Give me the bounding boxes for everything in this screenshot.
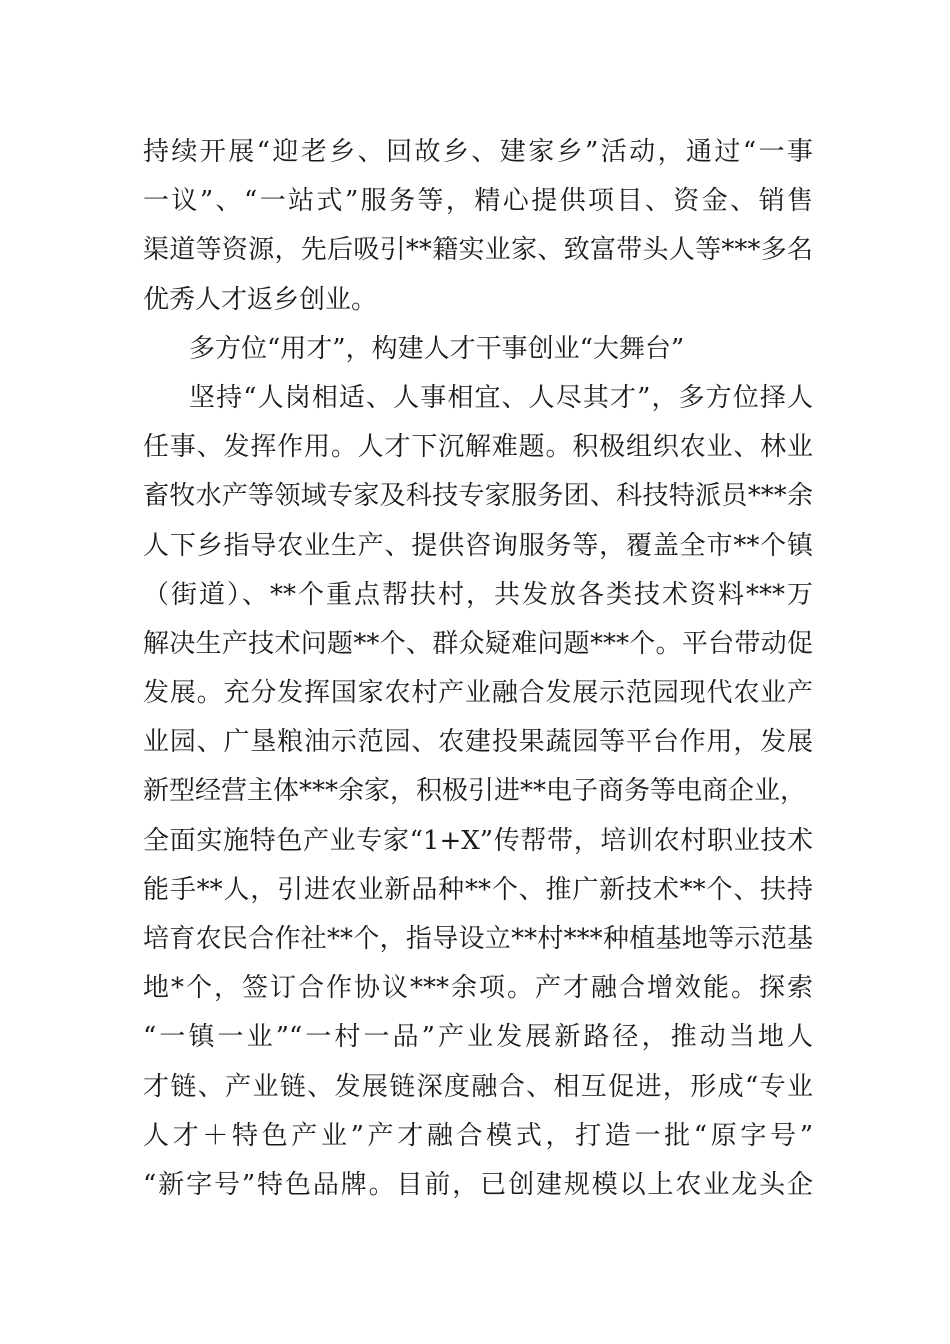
text-line: 才链、产业链、发展链深度融合、相互促进，形成“专业 xyxy=(143,1071,813,1102)
body-text xyxy=(143,128,813,1210)
text-line: 业园、广垦粮油示范园、农建投果蔬园等平台作用，发展 xyxy=(143,727,813,758)
text-line: 人才＋特色产业”产才融合模式，打造一批“原字号” xyxy=(143,1120,813,1151)
text-line: 发展。充分发挥国家农村产业融合发展示范园现代农业产 xyxy=(143,678,813,709)
text-line: 优秀人才返乡创业。 xyxy=(143,284,378,315)
text-line: 能手**人，引进农业新品种**个、推广新技术**个、扶持 xyxy=(143,874,813,905)
text-line: 人下乡指导农业生产、提供咨询服务等，覆盖全市**个镇 xyxy=(143,530,813,561)
text-line: 培育农民合作社**个，指导设立**村***种植基地等示范基 xyxy=(143,924,813,954)
text-line: 解决生产技术问题**个、群众疑难问题***个。平台带动促 xyxy=(143,628,813,659)
text-line: 全面实施特色产业专家“1+X”传帮带，培训农村职业技术 xyxy=(143,825,813,856)
text-line: 渠道等资源，先后吸引**籍实业家、致富带头人等***多名 xyxy=(143,235,813,266)
text-line: 多方位“用才”，构建人才干事创业“大舞台” xyxy=(189,333,685,364)
text-line: 任事、发挥作用。人才下沉解难题。积极组织农业、林业 xyxy=(143,432,813,463)
text-line: “一镇一业”“一村一品”产业发展新路径，推动当地人 xyxy=(143,1022,813,1053)
text-line: “新字号”特色品牌。目前，已创建规模以上农业龙头企 xyxy=(143,1169,813,1200)
text-line: 地*个，签订合作协议***余项。产才融合增效能。探索 xyxy=(143,973,813,1004)
text-line: 一议”、“一站式”服务等，精心提供项目、资金、销售 xyxy=(143,186,813,217)
text-line: （街道）、**个重点帮扶村，共发放各类技术资料***万 xyxy=(143,579,813,610)
text-line: 畜牧水产等领域专家及科技专家服务团、科技特派员***余 xyxy=(143,481,813,512)
text-line: 新型经营主体***余家，积极引进**电子商务等电商企业， xyxy=(143,776,807,807)
text-line: 持续开展“迎老乡、回故乡、建家乡”活动，通过“一事 xyxy=(143,137,813,167)
text-line: 坚持“人岗相适、人事相宜、人尽其才”，多方位择人 xyxy=(189,382,813,413)
